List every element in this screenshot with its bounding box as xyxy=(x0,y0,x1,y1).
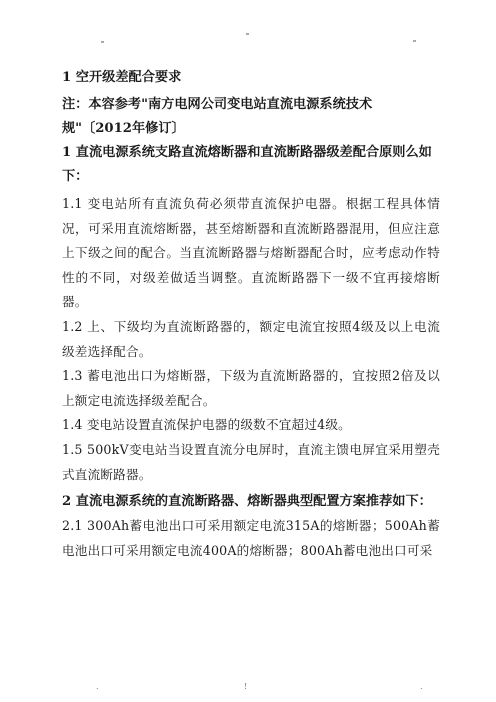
document-body xyxy=(62,66,440,563)
paragraph-1-1: 1.1 变电站所有直流负荷必须带直流保护电器。根据工程具体情况，可采用直流熔断器，甚至熔断器和直流断路器混用，但应注意上下级之间的配合。当直流断路器与熔断器配合时，应考虑动作特性的不同，对级差做适当调整。直流断路器下一级不宜再接熔断器。 xyxy=(62,196,440,310)
paragraph-1-3: 1.3 蓄电池出口为熔断器，下级为直流断路器的，宜按照2倍及以上额定电流选择级差配合。 xyxy=(62,368,440,408)
footer-mark-center: ! xyxy=(244,682,248,691)
scan-dot xyxy=(101,41,104,43)
heading-spacing-requirements: 1 空开级差配合要求 xyxy=(62,70,182,85)
scan-dot xyxy=(413,40,416,42)
reference-note: 注：本容参考"南方电网公司变电站直流电源系统技术规"〔2012年修订〕 xyxy=(62,97,373,136)
section-2-title: 2 直流电源系统的直流断路器、熔断器典型配置方案推荐如下： xyxy=(62,494,432,510)
scan-dot xyxy=(246,33,249,35)
section-1-title: 1 直流电源系统支路直流熔断器和直流断路器级差配合原则么如下： xyxy=(62,145,432,184)
paragraph-1-5: 1.5 500kV变电站当设置直流分电屏时，直流主馈电屏宜采用塑壳式直流断路器。 xyxy=(62,441,440,482)
paragraph-2-1: 2.1 300Ah蓄电池出口可采用额定电流315A的熔断器；500Ah蓄电池出口可采用额定电流400A的熔断器；800Ah蓄电池出口可采 xyxy=(62,518,440,558)
footer-mark-left: . xyxy=(96,682,99,691)
paragraph-1-2: 1.2 上、下级均为直流断路器的，额定电流宜按照4级及以上电流级差选择配合。 xyxy=(62,318,440,359)
footer-mark-right: . xyxy=(420,682,423,691)
paragraph-1-4: 1.4 变电站设置直流保护电器的级数不宜超过4级。 xyxy=(62,417,351,433)
